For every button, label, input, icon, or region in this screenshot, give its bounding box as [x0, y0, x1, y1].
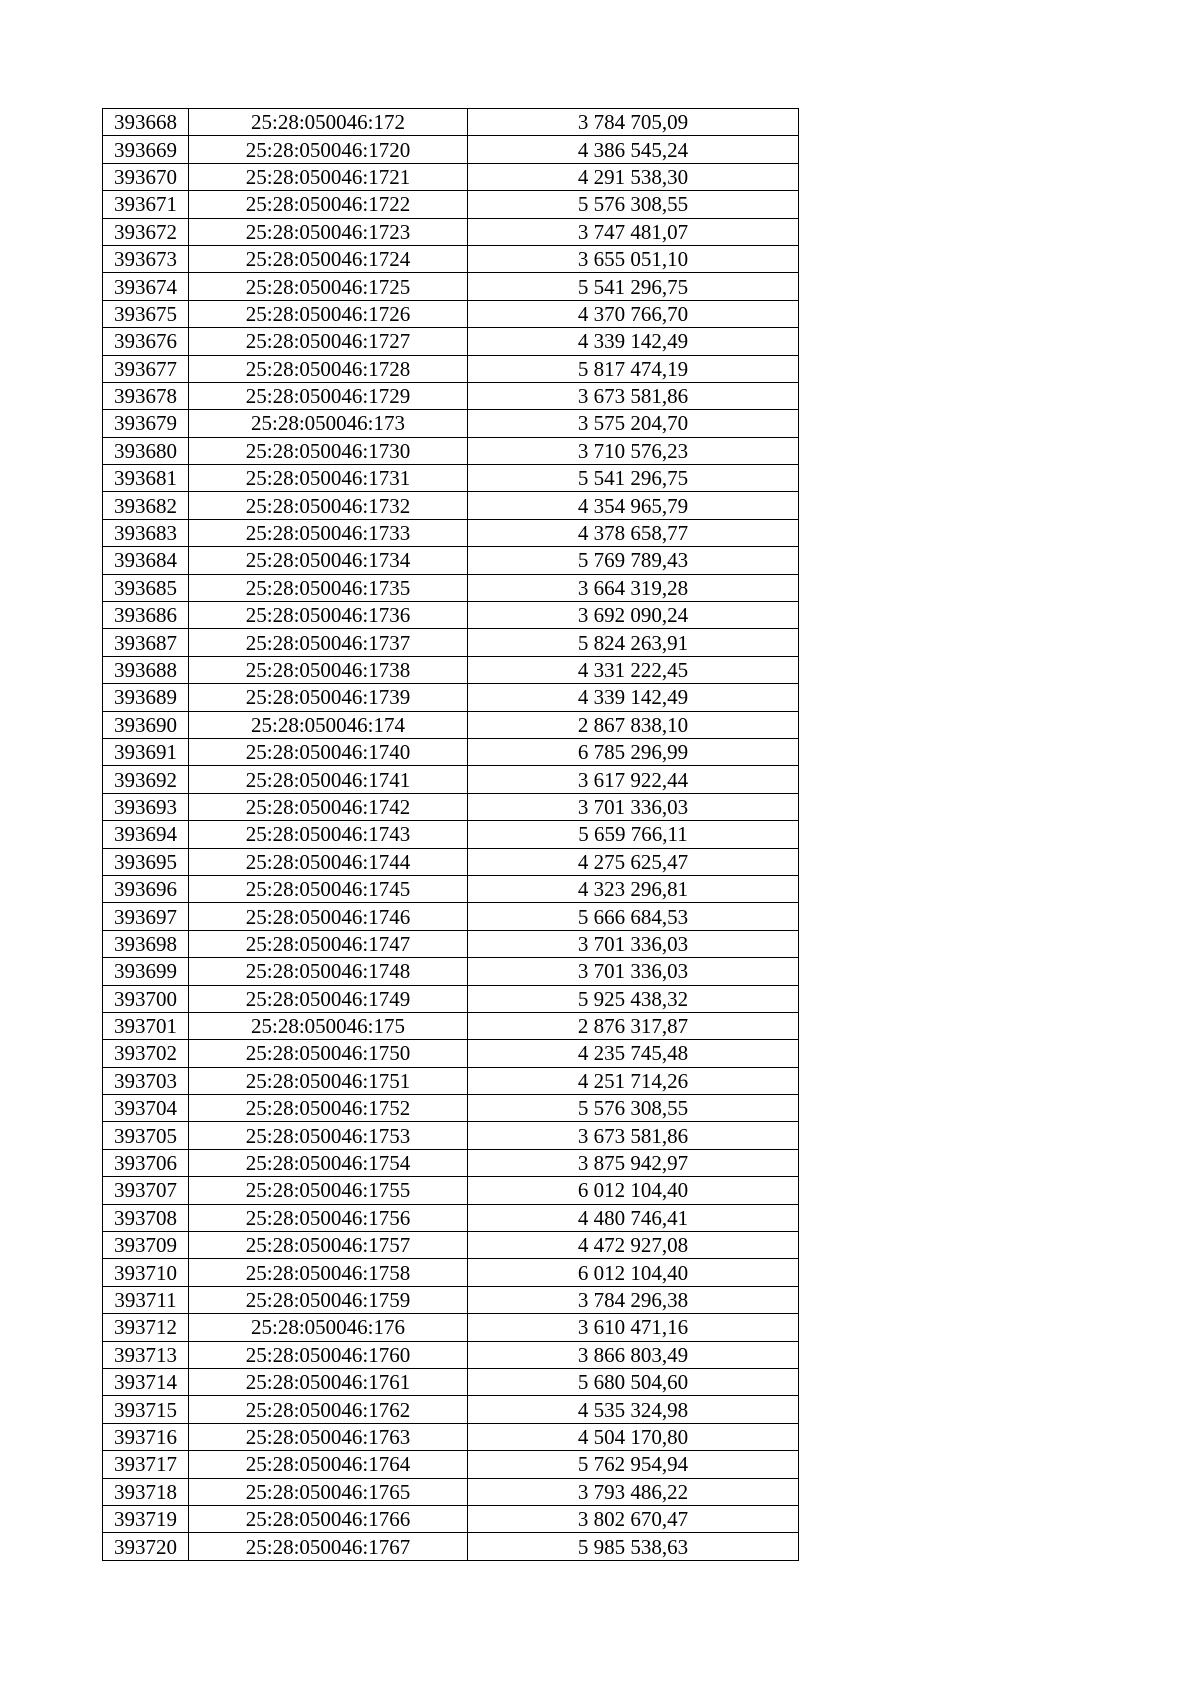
cadastral-number-cell: 25:28:050046:1742 — [189, 793, 468, 820]
cadastral-number-cell: 25:28:050046:1751 — [189, 1067, 468, 1094]
table-row — [103, 1204, 799, 1231]
cadastral-number-cell: 25:28:050046:1765 — [189, 1478, 468, 1505]
cadastral-number-cell: 25:28:050046:1738 — [189, 656, 468, 683]
cadastral-value-cell: 3 692 090,24 — [468, 602, 799, 629]
cadastral-value-cell: 3 673 581,86 — [468, 1122, 799, 1149]
cadastral-value-cell: 6 012 104,40 — [468, 1259, 799, 1286]
table-row — [103, 136, 799, 163]
cadastral-value-cell: 5 769 789,43 — [468, 547, 799, 574]
cadastral-number-cell: 25:28:050046:1762 — [189, 1396, 468, 1423]
row-number-cell: 393695 — [103, 848, 189, 875]
row-number-cell: 393670 — [103, 163, 189, 190]
cadastral-number-cell: 25:28:050046:172 — [189, 109, 468, 136]
cadastral-number-cell: 25:28:050046:1754 — [189, 1149, 468, 1176]
cadastral-number-cell: 25:28:050046:1737 — [189, 629, 468, 656]
table-row — [103, 273, 799, 300]
cadastral-value-cell: 3 701 336,03 — [468, 958, 799, 985]
row-number-cell: 393696 — [103, 875, 189, 902]
cadastral-value-cell: 2 867 838,10 — [468, 711, 799, 738]
table-row — [103, 1095, 799, 1122]
row-number-cell: 393710 — [103, 1259, 189, 1286]
cadastral-value-cell: 5 824 263,91 — [468, 629, 799, 656]
table-row — [103, 1177, 799, 1204]
row-number-cell: 393693 — [103, 793, 189, 820]
cadastral-number-cell: 25:28:050046:1764 — [189, 1451, 468, 1478]
table-row — [103, 465, 799, 492]
table-row — [103, 1368, 799, 1395]
cadastral-number-cell: 25:28:050046:1736 — [189, 602, 468, 629]
row-number-cell: 393699 — [103, 958, 189, 985]
table-row — [103, 821, 799, 848]
cadastral-value-cell: 3 875 942,97 — [468, 1149, 799, 1176]
cadastral-value-cell: 3 710 576,23 — [468, 437, 799, 464]
row-number-cell: 393692 — [103, 766, 189, 793]
row-number-cell: 393678 — [103, 382, 189, 409]
cadastral-number-cell: 25:28:050046:1725 — [189, 273, 468, 300]
cadastral-number-cell: 25:28:050046:1740 — [189, 738, 468, 765]
table-row — [103, 1314, 799, 1341]
row-number-cell: 393707 — [103, 1177, 189, 1204]
table-row — [103, 492, 799, 519]
cadastral-number-cell: 25:28:050046:1721 — [189, 163, 468, 190]
table-row — [103, 848, 799, 875]
cadastral-number-cell: 25:28:050046:1729 — [189, 382, 468, 409]
row-number-cell: 393712 — [103, 1314, 189, 1341]
table-row — [103, 1423, 799, 1450]
cadastral-value-table — [102, 108, 799, 1561]
cadastral-number-cell: 25:28:050046:1730 — [189, 437, 468, 464]
cadastral-value-cell: 5 576 308,55 — [468, 1095, 799, 1122]
cadastral-value-cell: 3 617 922,44 — [468, 766, 799, 793]
cadastral-value-cell: 3 701 336,03 — [468, 930, 799, 957]
cadastral-number-cell: 25:28:050046:1743 — [189, 821, 468, 848]
table-row — [103, 519, 799, 546]
cadastral-value-cell: 5 666 684,53 — [468, 903, 799, 930]
row-number-cell: 393691 — [103, 738, 189, 765]
table-row — [103, 875, 799, 902]
cadastral-number-cell: 25:28:050046:1748 — [189, 958, 468, 985]
cadastral-number-cell: 25:28:050046:1766 — [189, 1505, 468, 1532]
cadastral-number-cell: 25:28:050046:1745 — [189, 875, 468, 902]
table-row — [103, 903, 799, 930]
row-number-cell: 393694 — [103, 821, 189, 848]
row-number-cell: 393717 — [103, 1451, 189, 1478]
table-row — [103, 574, 799, 601]
cadastral-value-cell: 4 291 538,30 — [468, 163, 799, 190]
row-number-cell: 393672 — [103, 218, 189, 245]
cadastral-value-cell: 5 541 296,75 — [468, 273, 799, 300]
table-row — [103, 1067, 799, 1094]
cadastral-number-cell: 25:28:050046:173 — [189, 410, 468, 437]
table-row — [103, 1122, 799, 1149]
cadastral-value-cell: 3 610 471,16 — [468, 1314, 799, 1341]
row-number-cell: 393701 — [103, 1012, 189, 1039]
cadastral-value-cell: 5 817 474,19 — [468, 355, 799, 382]
row-number-cell: 393681 — [103, 465, 189, 492]
table-row — [103, 1149, 799, 1176]
cadastral-number-cell: 25:28:050046:1735 — [189, 574, 468, 601]
cadastral-value-cell: 5 659 766,11 — [468, 821, 799, 848]
table-row — [103, 218, 799, 245]
cadastral-value-cell: 4 339 142,49 — [468, 328, 799, 355]
row-number-cell: 393684 — [103, 547, 189, 574]
row-number-cell: 393689 — [103, 684, 189, 711]
table-row — [103, 1341, 799, 1368]
row-number-cell: 393714 — [103, 1368, 189, 1395]
row-number-cell: 393700 — [103, 985, 189, 1012]
cadastral-value-cell: 3 664 319,28 — [468, 574, 799, 601]
cadastral-value-cell: 5 576 308,55 — [468, 191, 799, 218]
row-number-cell: 393676 — [103, 328, 189, 355]
cadastral-value-cell: 4 386 545,24 — [468, 136, 799, 163]
cadastral-value-cell: 3 673 581,86 — [468, 382, 799, 409]
cadastral-number-cell: 25:28:050046:1760 — [189, 1341, 468, 1368]
cadastral-number-cell: 25:28:050046:1722 — [189, 191, 468, 218]
row-number-cell: 393702 — [103, 1040, 189, 1067]
cadastral-value-cell: 4 323 296,81 — [468, 875, 799, 902]
table-row — [103, 328, 799, 355]
row-number-cell: 393715 — [103, 1396, 189, 1423]
table-row — [103, 245, 799, 272]
table-row — [103, 1451, 799, 1478]
cadastral-number-cell: 25:28:050046:1744 — [189, 848, 468, 875]
row-number-cell: 393688 — [103, 656, 189, 683]
cadastral-number-cell: 25:28:050046:1756 — [189, 1204, 468, 1231]
row-number-cell: 393698 — [103, 930, 189, 957]
row-number-cell: 393677 — [103, 355, 189, 382]
cadastral-value-cell: 5 680 504,60 — [468, 1368, 799, 1395]
table-row — [103, 1040, 799, 1067]
cadastral-value-cell: 3 784 296,38 — [468, 1286, 799, 1313]
table-row — [103, 109, 799, 136]
cadastral-number-cell: 25:28:050046:176 — [189, 1314, 468, 1341]
cadastral-value-cell: 4 480 746,41 — [468, 1204, 799, 1231]
cadastral-number-cell: 25:28:050046:1728 — [189, 355, 468, 382]
row-number-cell: 393679 — [103, 410, 189, 437]
cadastral-number-cell: 25:28:050046:1752 — [189, 1095, 468, 1122]
table-row — [103, 1478, 799, 1505]
row-number-cell: 393697 — [103, 903, 189, 930]
row-number-cell: 393718 — [103, 1478, 189, 1505]
row-number-cell: 393711 — [103, 1286, 189, 1313]
row-number-cell: 393668 — [103, 109, 189, 136]
cadastral-number-cell: 25:28:050046:1753 — [189, 1122, 468, 1149]
cadastral-value-cell: 3 866 803,49 — [468, 1341, 799, 1368]
cadastral-value-cell: 4 235 745,48 — [468, 1040, 799, 1067]
cadastral-value-cell: 4 275 625,47 — [468, 848, 799, 875]
row-number-cell: 393683 — [103, 519, 189, 546]
cadastral-number-cell: 25:28:050046:1750 — [189, 1040, 468, 1067]
cadastral-value-cell: 3 784 705,09 — [468, 109, 799, 136]
row-number-cell: 393720 — [103, 1533, 189, 1560]
table-row — [103, 437, 799, 464]
cadastral-number-cell: 25:28:050046:1724 — [189, 245, 468, 272]
cadastral-number-cell: 25:28:050046:1731 — [189, 465, 468, 492]
cadastral-number-cell: 25:28:050046:1763 — [189, 1423, 468, 1450]
table-row — [103, 656, 799, 683]
table-row — [103, 738, 799, 765]
table-body — [103, 109, 799, 1561]
table-row — [103, 547, 799, 574]
row-number-cell: 393687 — [103, 629, 189, 656]
table-row — [103, 191, 799, 218]
cadastral-number-cell: 25:28:050046:1759 — [189, 1286, 468, 1313]
row-number-cell: 393673 — [103, 245, 189, 272]
cadastral-value-cell: 3 747 481,07 — [468, 218, 799, 245]
cadastral-value-cell: 4 472 927,08 — [468, 1232, 799, 1259]
table-row — [103, 1286, 799, 1313]
table-row — [103, 300, 799, 327]
cadastral-number-cell: 25:28:050046:1746 — [189, 903, 468, 930]
cadastral-number-cell: 25:28:050046:1749 — [189, 985, 468, 1012]
cadastral-number-cell: 25:28:050046:1747 — [189, 930, 468, 957]
cadastral-number-cell: 25:28:050046:1767 — [189, 1533, 468, 1560]
cadastral-number-cell: 25:28:050046:1739 — [189, 684, 468, 711]
row-number-cell: 393682 — [103, 492, 189, 519]
row-number-cell: 393675 — [103, 300, 189, 327]
row-number-cell: 393706 — [103, 1149, 189, 1176]
row-number-cell: 393685 — [103, 574, 189, 601]
cadastral-value-cell: 3 701 336,03 — [468, 793, 799, 820]
table-row — [103, 382, 799, 409]
cadastral-number-cell: 25:28:050046:1732 — [189, 492, 468, 519]
table-row — [103, 1012, 799, 1039]
cadastral-value-cell: 4 331 222,45 — [468, 656, 799, 683]
table-row — [103, 629, 799, 656]
cadastral-number-cell: 25:28:050046:1733 — [189, 519, 468, 546]
cadastral-number-cell: 25:28:050046:1727 — [189, 328, 468, 355]
table-row — [103, 410, 799, 437]
cadastral-number-cell: 25:28:050046:1720 — [189, 136, 468, 163]
cadastral-value-cell: 3 575 204,70 — [468, 410, 799, 437]
table-row — [103, 930, 799, 957]
row-number-cell: 393719 — [103, 1505, 189, 1532]
cadastral-value-cell: 3 655 051,10 — [468, 245, 799, 272]
table-row — [103, 958, 799, 985]
row-number-cell: 393716 — [103, 1423, 189, 1450]
row-number-cell: 393671 — [103, 191, 189, 218]
cadastral-value-cell: 5 925 438,32 — [468, 985, 799, 1012]
table-row — [103, 766, 799, 793]
row-number-cell: 393703 — [103, 1067, 189, 1094]
cadastral-number-cell: 25:28:050046:1757 — [189, 1232, 468, 1259]
cadastral-value-cell: 6 785 296,99 — [468, 738, 799, 765]
cadastral-value-cell: 4 378 658,77 — [468, 519, 799, 546]
table-row — [103, 793, 799, 820]
cadastral-value-cell: 4 339 142,49 — [468, 684, 799, 711]
table-row — [103, 985, 799, 1012]
cadastral-number-cell: 25:28:050046:1723 — [189, 218, 468, 245]
table-row — [103, 711, 799, 738]
cadastral-number-cell: 25:28:050046:175 — [189, 1012, 468, 1039]
cadastral-value-cell: 4 535 324,98 — [468, 1396, 799, 1423]
row-number-cell: 393713 — [103, 1341, 189, 1368]
cadastral-number-cell: 25:28:050046:1741 — [189, 766, 468, 793]
row-number-cell: 393680 — [103, 437, 189, 464]
table-row — [103, 684, 799, 711]
cadastral-number-cell: 25:28:050046:1761 — [189, 1368, 468, 1395]
row-number-cell: 393704 — [103, 1095, 189, 1122]
cadastral-value-cell: 4 504 170,80 — [468, 1423, 799, 1450]
row-number-cell: 393686 — [103, 602, 189, 629]
table-row — [103, 1232, 799, 1259]
row-number-cell: 393674 — [103, 273, 189, 300]
row-number-cell: 393669 — [103, 136, 189, 163]
table-row — [103, 1259, 799, 1286]
table-row — [103, 1533, 799, 1560]
table-row — [103, 355, 799, 382]
cadastral-value-cell: 5 541 296,75 — [468, 465, 799, 492]
row-number-cell: 393705 — [103, 1122, 189, 1149]
cadastral-value-cell: 4 370 766,70 — [468, 300, 799, 327]
cadastral-value-cell: 5 762 954,94 — [468, 1451, 799, 1478]
cadastral-value-cell: 5 985 538,63 — [468, 1533, 799, 1560]
cadastral-number-cell: 25:28:050046:174 — [189, 711, 468, 738]
cadastral-value-cell: 3 793 486,22 — [468, 1478, 799, 1505]
table-row — [103, 602, 799, 629]
row-number-cell: 393708 — [103, 1204, 189, 1231]
cadastral-value-cell: 3 802 670,47 — [468, 1505, 799, 1532]
cadastral-value-cell: 4 354 965,79 — [468, 492, 799, 519]
cadastral-value-cell: 4 251 714,26 — [468, 1067, 799, 1094]
cadastral-number-cell: 25:28:050046:1758 — [189, 1259, 468, 1286]
cadastral-value-cell: 2 876 317,87 — [468, 1012, 799, 1039]
cadastral-value-cell: 6 012 104,40 — [468, 1177, 799, 1204]
row-number-cell: 393690 — [103, 711, 189, 738]
table-row — [103, 1505, 799, 1532]
row-number-cell: 393709 — [103, 1232, 189, 1259]
table-row — [103, 163, 799, 190]
cadastral-number-cell: 25:28:050046:1726 — [189, 300, 468, 327]
cadastral-number-cell: 25:28:050046:1755 — [189, 1177, 468, 1204]
table-row — [103, 1396, 799, 1423]
cadastral-number-cell: 25:28:050046:1734 — [189, 547, 468, 574]
